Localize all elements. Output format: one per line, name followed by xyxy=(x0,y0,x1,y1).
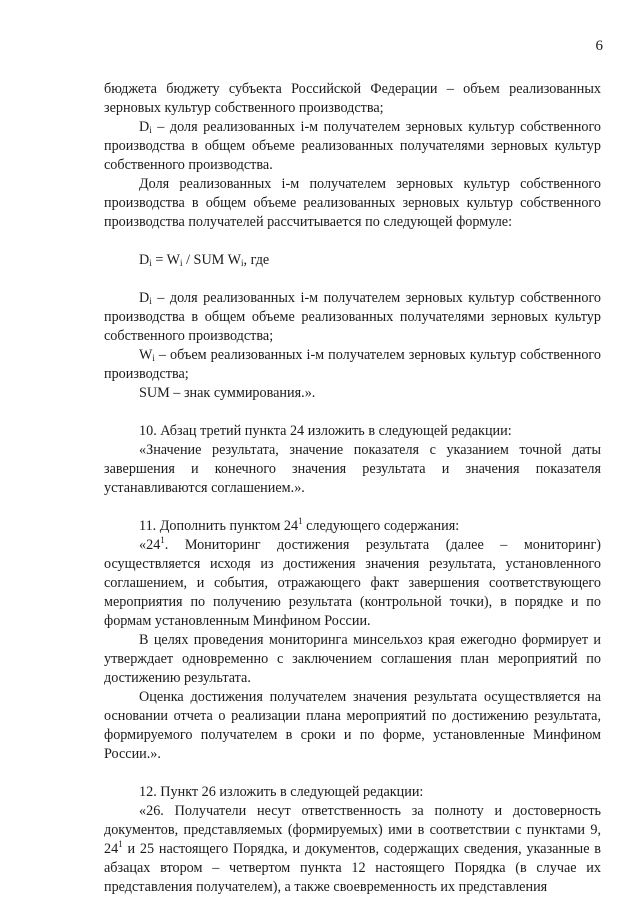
paragraph-item-26-quote xyxy=(104,802,601,897)
spacer xyxy=(104,403,601,422)
paragraph-item-11 xyxy=(104,517,601,536)
variable-symbol: D xyxy=(139,290,150,306)
paragraph-text: SUM – знак суммирования.». xyxy=(139,385,316,401)
paragraph-text: – объем реализованных i-м получателем зерновых культур собственного производства; xyxy=(104,347,601,382)
formula-part: / SUM W xyxy=(182,252,241,268)
spacer xyxy=(104,498,601,517)
paragraph-item-24-1-monitoring xyxy=(104,536,601,631)
paragraph-text: – доля реализованных i-м получателем зерновых культур собственного производства в общем объеме реализованных получателями зерновых культур собственного производства. xyxy=(104,119,601,173)
paragraph-text: Доля реализованных i-м получателем зерновых культур собственного производства в общем объеме реализованных зерновых культур собственного производства получателей рассчитывается по следующей формуле: xyxy=(104,176,601,230)
formula-part: , где xyxy=(243,252,270,268)
variable-subscript: i xyxy=(149,296,152,306)
superscript: 1 xyxy=(298,516,303,526)
formula-symbol: D xyxy=(139,252,150,268)
variable-symbol: D xyxy=(139,119,150,135)
paragraph-share-calculation xyxy=(104,175,601,232)
paragraph-assessment xyxy=(104,688,601,764)
variable-subscript: i xyxy=(149,125,152,135)
paragraph-text: и 25 настоящего Порядка, и документов, содержащих сведения, указанные в абзацах втором – четвертом пункта 12 настоящего Порядка (в случае их представления получателем), а также своевременность их представления xyxy=(104,841,601,895)
formula xyxy=(104,251,601,270)
paragraph-text: следующего содержания: xyxy=(302,518,460,534)
formula-part: = W xyxy=(151,252,180,268)
paragraph-text: «Значение результата, значение показателя с указанием точной даты завершения и конечного значения результата и значения показателя устанавливаются соглашением.». xyxy=(104,442,601,496)
paragraph-item-10-quote xyxy=(104,441,601,498)
page-number: 6 xyxy=(595,38,603,54)
paragraph-budget-continuation xyxy=(104,80,601,118)
paragraph-monitoring-plan xyxy=(104,631,601,688)
variable-symbol: W xyxy=(139,347,153,363)
document-body xyxy=(104,80,601,897)
paragraph-text: – доля реализованных i-м получателем зерновых культур собственного производства в общем объеме реализованных получателями зерновых культур собственного производства; xyxy=(104,290,601,344)
variable-subscript: i xyxy=(152,353,155,363)
paragraph-text: 10. Абзац третий пункта 24 изложить в следующей редакции: xyxy=(139,423,512,439)
paragraph-text: . Мониторинг достижения результата (далее – мониторинг) осуществляется исходя из достижения значения результата, установленного соглашением, и события, отражающего факт завершения соответствующего мероприятия по получению результата (контрольной точки), в порядке и по формам установленным Минфином России. xyxy=(104,537,601,629)
paragraph-di-definition xyxy=(104,118,601,175)
superscript: 1 xyxy=(160,535,165,545)
paragraph-item-12 xyxy=(104,783,601,802)
paragraph-text: 12. Пункт 26 изложить в следующей редакции: xyxy=(139,784,424,800)
paragraph-text: Оценка достижения получателем значения результата осуществляется на основании отчета о реализации плана мероприятий по достижению результата, формируемого получателем в сроки и по форме, установленные Минфином России.». xyxy=(104,689,601,762)
paragraph-di-legend xyxy=(104,289,601,346)
formula-subscript: i xyxy=(180,258,183,268)
formula-subscript: i xyxy=(240,258,244,268)
formula-subscript: i xyxy=(149,258,152,268)
spacer xyxy=(104,764,601,783)
paragraph-wi-legend xyxy=(104,346,601,384)
paragraph-text: В целях проведения мониторинга минсельхоз края ежегодно формирует и утверждает одновременно с заключением соглашения план мероприятий по достижению результата. xyxy=(104,632,601,686)
superscript: 1 xyxy=(118,839,123,849)
paragraph-text: «24 xyxy=(139,537,161,553)
paragraph-text: 11. Дополнить пунктом 24 xyxy=(139,518,299,534)
paragraph-text: бюджета бюджету субъекта Российской Федерации – объем реализованных зерновых культур собственного производства; xyxy=(104,81,601,116)
paragraph-text: «26. Получатели несут ответственность за полноту и достоверность документов, представляемых (формируемых) ими в соответствии с пунктами 9, 24 xyxy=(104,803,601,857)
paragraph-sum-legend xyxy=(104,384,601,403)
paragraph-item-10 xyxy=(104,422,601,441)
